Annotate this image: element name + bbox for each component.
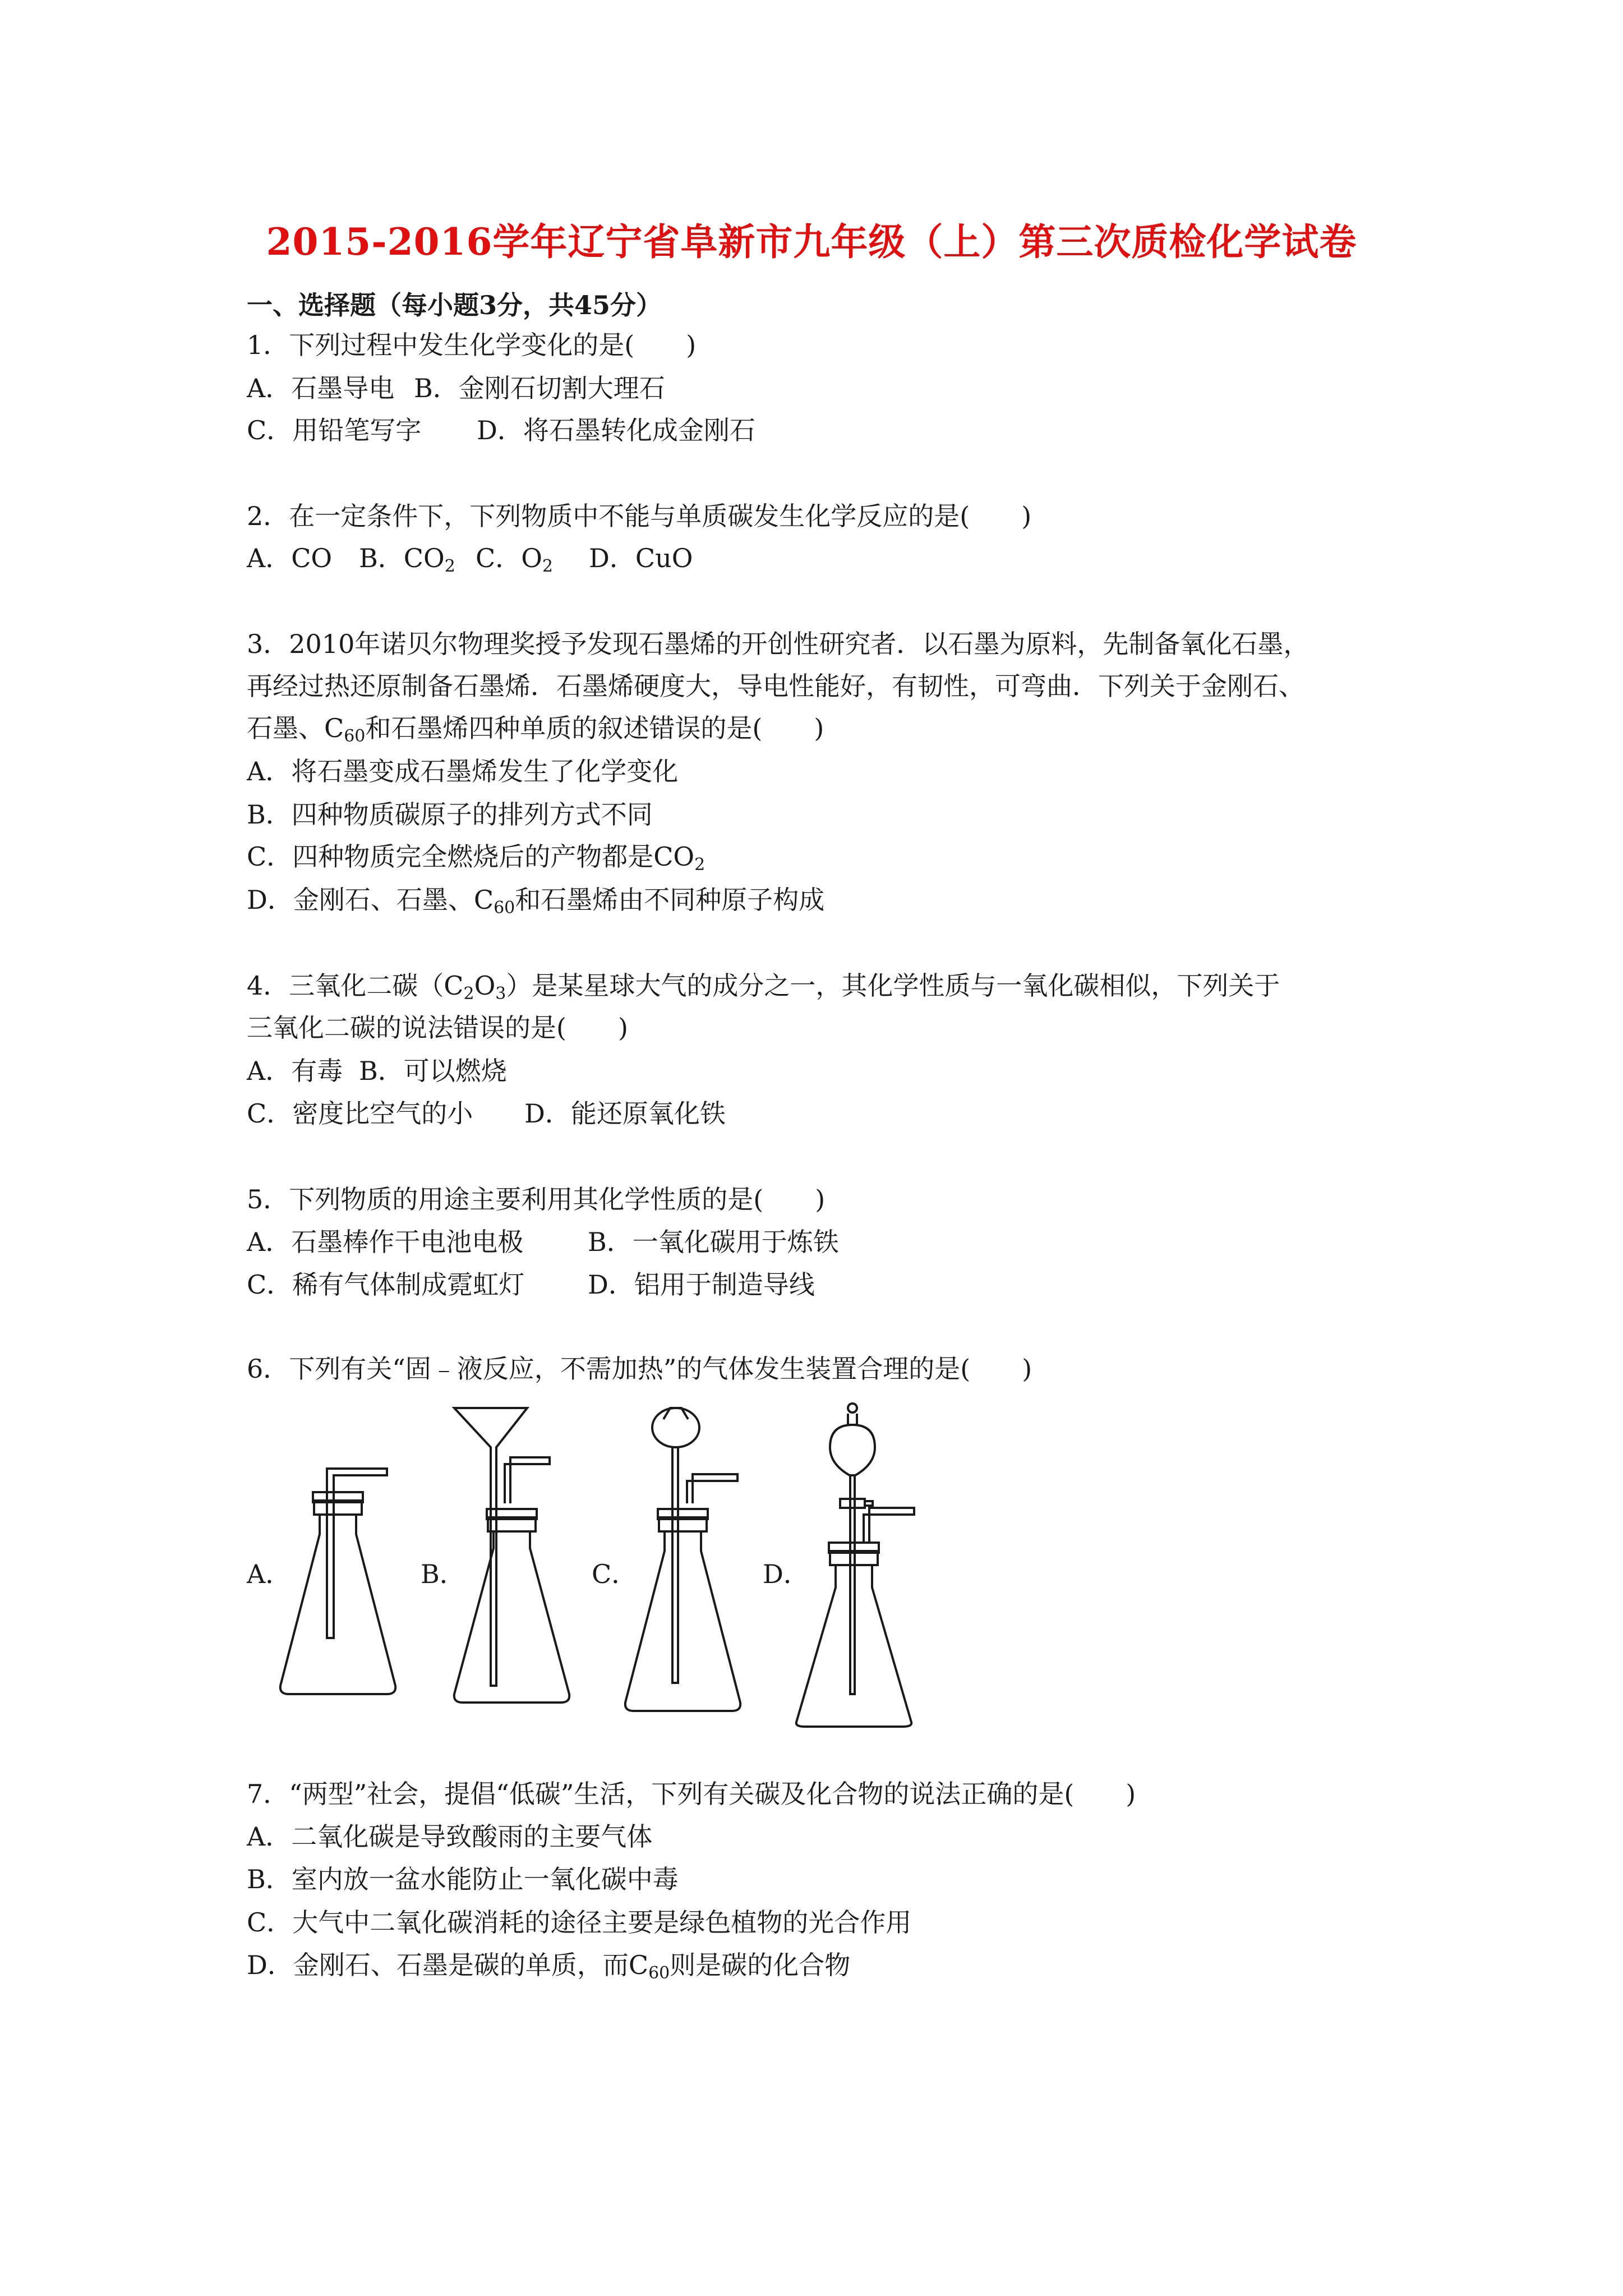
q5-option-a: A．石墨棒作干电池电极 xyxy=(247,1227,524,1257)
apparatus-figure xyxy=(269,1402,987,1728)
q4-option-b: B．可以燃烧 xyxy=(359,1056,507,1086)
q2-option-a: A．CO xyxy=(247,543,333,573)
q7-option-d: D．金刚石、石墨是碳的单质，而$C_{60}$则是碳的化合物 xyxy=(247,1950,851,1983)
q5-stem: 5．下列物质的用途主要利用其化学性质的是( ) xyxy=(247,1184,826,1214)
q1-option-b: B．金刚石切割大理石 xyxy=(414,373,665,403)
q2-option-c: C．$O_2$ xyxy=(476,543,554,576)
q7-option-b: B．室内放一盆水能防止一氧化碳中毒 xyxy=(247,1864,679,1894)
q4-option-a: A．有毒 xyxy=(247,1056,343,1086)
q5-option-b: B．一氧化碳用于炼铁 xyxy=(588,1227,839,1257)
q1-option-d: D．将石墨转化成金刚石 xyxy=(477,415,755,445)
q1-option-a: A．石墨导电 xyxy=(247,373,395,403)
conical-flask-bulb-funnel-icon xyxy=(625,1408,740,1711)
conical-flask-separatory-funnel-icon xyxy=(796,1404,914,1727)
q3-option-d: D．金刚石、石墨、$C_{60}$和石墨烯由不同种原子构成 xyxy=(247,885,825,918)
q6-label-d: D． xyxy=(763,1559,809,1589)
q4-option-c: C．密度比空气的小 xyxy=(247,1098,473,1129)
q7-option-c: C．大气中二氧化碳消耗的途径主要是绿色植物的光合作用 xyxy=(247,1907,912,1938)
q6-label-c: C． xyxy=(592,1559,638,1589)
q2-option-d: D．CuO xyxy=(589,543,693,573)
q2-stem: 2．在一定条件下，下列物质中不能与单质碳发生化学反应的是( ) xyxy=(247,501,1032,531)
q3-option-c: C．四种物质完全燃烧后的产物都是$CO_2$ xyxy=(247,841,706,875)
q6-label-b: B． xyxy=(421,1559,465,1589)
q3-option-b: B．四种物质碳原子的排列方式不同 xyxy=(247,799,653,830)
section-heading: 一、选择题（每小题3分，共45分） xyxy=(247,290,662,320)
q4-stem-line1: 4．三氧化二碳$(C_2O_3)$是某星球大气的成分之一，其化学性质与一氧化碳相似，下列关于 xyxy=(247,970,1280,1004)
q6-stem: 6．下列有关“固﹣液反应，不需加热”的气体发生装置合理的是( ) xyxy=(247,1354,1032,1384)
q2-option-b: B．$CO_2$ xyxy=(359,543,455,576)
q6-label-a: A． xyxy=(247,1559,292,1589)
q3-stem-line2: 再经过热还原制备石墨烯．石墨烯硬度大，导电性能好，有韧性，可弯曲．下列关于金刚石、 xyxy=(247,671,1304,701)
q7-stem: 7．“两型”社会，提倡“低碳”生活，下列有关碳及化合物的说法正确的是( ) xyxy=(247,1779,1136,1809)
conical-flask-funnel-icon xyxy=(454,1408,569,1703)
page-title: 2015-2016学年辽宁省阜新市九年级（上）第三次质检化学试卷 xyxy=(266,220,1357,264)
q5-option-c: C．稀有气体制成霓虹灯 xyxy=(247,1269,525,1300)
q7-option-a: A．二氧化碳是导致酸雨的主要气体 xyxy=(247,1821,653,1852)
q4-stem-line2: 三氧化二碳的说法错误的是( ) xyxy=(247,1013,628,1043)
q3-stem-line1: 3．2010年诺贝尔物理奖授予发现石墨烯的开创性研究者．以石墨为原料，先制备氧化石墨， xyxy=(247,629,1310,659)
q1-option-c: C．用铅笔写字 xyxy=(247,415,422,445)
q3-option-a: A．将石墨变成石墨烯发生了化学变化 xyxy=(247,756,679,786)
q5-option-d: D．铝用于制造导线 xyxy=(588,1269,815,1300)
q1-stem: 1．下列过程中发生化学变化的是( ) xyxy=(247,330,697,360)
q3-stem-line3: 石墨、$C_{60}$和石墨烯四种单质的叙述错误的是( ) xyxy=(247,713,824,746)
conical-flask-long-tube-icon xyxy=(280,1469,395,1694)
q4-option-d: D．能还原氧化铁 xyxy=(524,1098,726,1129)
